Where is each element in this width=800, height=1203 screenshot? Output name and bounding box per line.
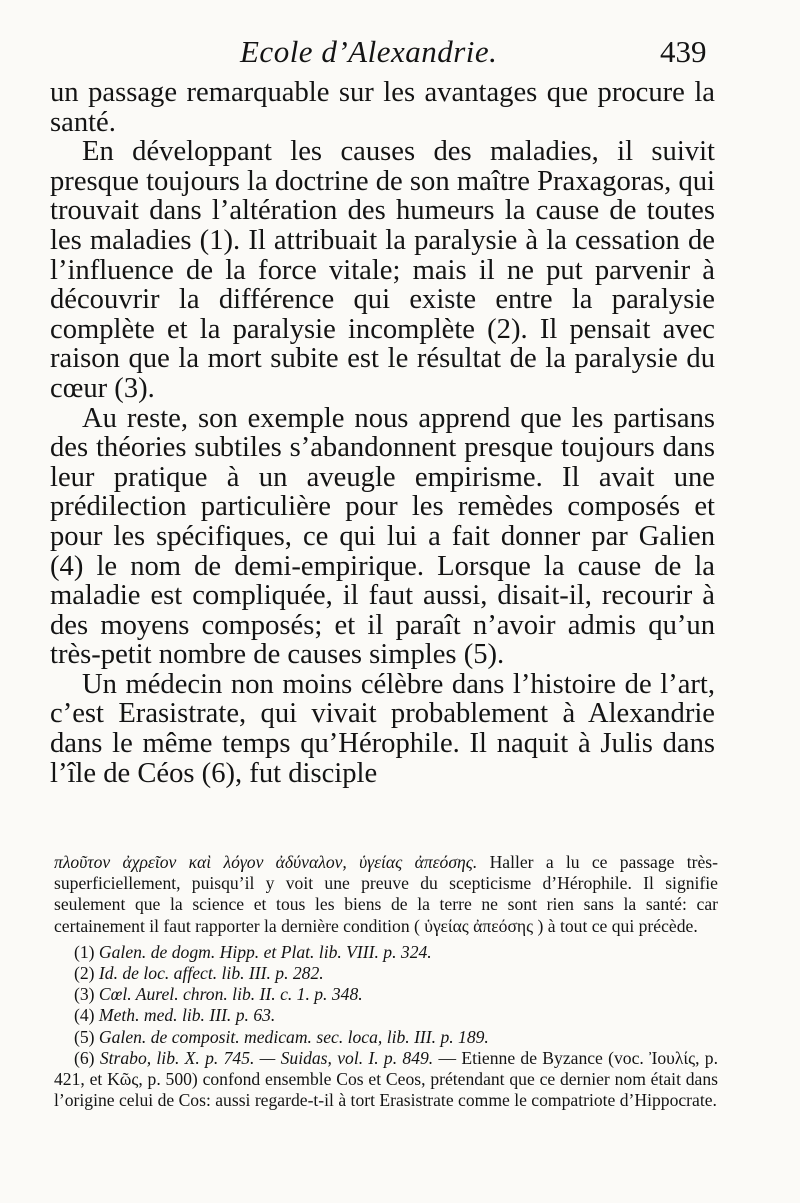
paragraph: En développant les causes des maladies, il suivit presque toujours la doctrine de son maître Praxagoras, qui trouvait dans l’altération des humeurs la cause de toutes les maladies (1). Il attribuait la paralysie à la cessation de l’influence de la force vitale; mais il ne put parvenir à découvrir la différence qui existe entre la paralysie complète et la paralysie incomplète (2). Il pensait avec raison que la mort subite est le résultat de la paralysie du cœur (3).	[50, 136, 715, 404]
footnote	[54, 942, 718, 963]
footnote-rest: — Etienne de Byzance (voc. Ἰουλίς, p. 421, et Κῶς, p. 500) confond ensemble Cos et Ceos, prétendant que ce dernier nom était dans l’origine celui de Cos: aussi regarde-t-il à tort Erasistrate comme le compatriote d’Hippocrate.	[54, 1047, 718, 1111]
footnote-mark: (4)	[74, 1005, 95, 1026]
greek-quote: πλοῦτον ἀχρεῖον καὶ λόγον ἀδύναλον, ὑγείας ἀπεόσης.	[54, 852, 478, 872]
footnote-mark: (1)	[74, 941, 95, 962]
footnote-mark: (2)	[74, 963, 95, 984]
footnote-mark: (3)	[74, 984, 95, 1005]
footnote	[54, 1027, 718, 1048]
page-number: 439	[660, 34, 707, 69]
footnote	[54, 984, 718, 1005]
main-text	[50, 78, 715, 788]
footnote	[54, 1005, 718, 1026]
footnote-ref: Galen. de composit. medicam. sec. loca, lib. III. p. 189.	[98, 1026, 489, 1047]
footnote-ref: Strabo, lib. X. p. 745. — Suidas, vol. I. p. 849.	[99, 1047, 434, 1068]
running-title: Ecole d’Alexandrie.	[240, 34, 498, 69]
footnote	[54, 963, 718, 984]
paragraph: Au reste, son exemple nous apprend que les partisans des théories subtiles s’abandonnent presque toujours dans leur pratique à un aveugle empirisme. Il avait une prédilection particulière pour les remèdes composés et pour les spécifiques, ce qui lui a fait donner par Galien (4) le nom de demi-empirique. Lorsque la cause de la maladie est compliquée, il faut aussi, disait-il, recourir à des moyens composés; et il paraît n’avoir admis qu’un très-petit nombre de causes simples (5).	[50, 402, 715, 671]
footnote-mark: (5)	[74, 1026, 95, 1047]
footnote-continuation	[54, 852, 718, 937]
footnote-ref: Galen. de dogm. Hipp. et Plat. lib. VIII. p. 324.	[98, 941, 432, 962]
paragraph: Un médecin non moins célèbre dans l’histoire de l’art, c’est Erasistrate, qui vivait probablement à Alexandrie dans le même temps qu’Hérophile. Il naquit à Julis dans l’île de Céos (6), fut disciple	[50, 668, 715, 789]
footnotes	[54, 852, 718, 1111]
page-header	[0, 28, 800, 78]
footnote-continuation-text: Haller a lu ce passage très-superficiellement, puisqu’il y voit une preuve du scepticisme d’Hérophile. Il signifie seulement que la science et tous les biens de la terre ne sont rien sans la santé: car certainement il faut rapporter la dernière condition ( ὑγείας ἀπεόσης ) à tout ce qui précède.	[54, 852, 718, 936]
footnote-mark: (6)	[74, 1047, 95, 1068]
footnote-ref: Cœl. Aurel. chron. lib. II. c. 1. p. 348.	[98, 984, 363, 1005]
paragraph: un passage remarquable sur les avantages que procure la santé.	[50, 77, 715, 138]
footnote-list	[54, 942, 718, 1112]
footnote-ref: Meth. med. lib. III. p. 63.	[98, 1005, 276, 1026]
footnote	[54, 1048, 718, 1112]
footnote-ref: Id. de loc. affect. lib. III. p. 282.	[98, 963, 324, 984]
